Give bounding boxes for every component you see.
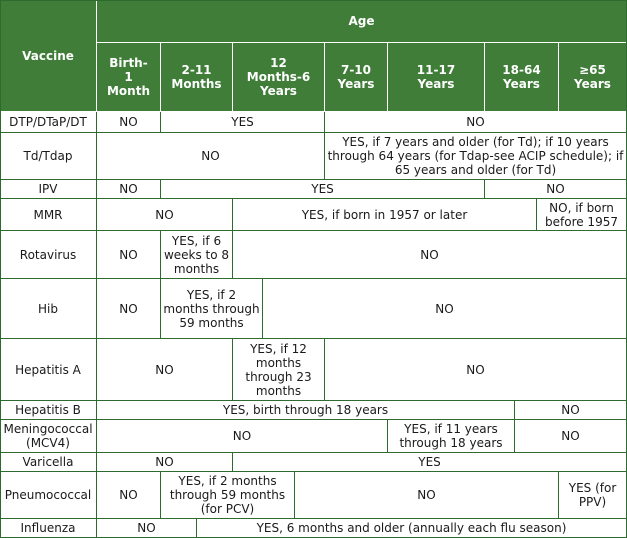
- table-cell: NO: [97, 199, 233, 231]
- table-cell: NO: [97, 180, 161, 199]
- table-cell: NO: [97, 420, 388, 453]
- table-cell: YES: [233, 453, 627, 472]
- table-cell: YES, if 2 months through 59 months: [161, 279, 263, 339]
- table-cell: NO: [97, 231, 161, 279]
- table-cell: NO: [97, 472, 161, 519]
- row-label-mmr: MMR: [0, 199, 97, 231]
- vaccine-column-header: Vaccine: [0, 0, 97, 112]
- table-cell: YES, if 2 months through 59 months (for PCV): [161, 472, 295, 519]
- row-label-hepatitis-a: Hepatitis A: [0, 339, 97, 401]
- row-label-ipv: IPV: [0, 180, 97, 199]
- table-cell: NO, if born before 1957: [537, 199, 627, 231]
- row-label-hepatitis-b: Hepatitis B: [0, 401, 97, 420]
- table-cell: YES, 6 months and older (annually each flu season): [197, 519, 627, 538]
- table-cell: YES (for PPV): [559, 472, 627, 519]
- table-cell: NO: [515, 420, 627, 453]
- age-col-11-17-years: 11-17 Years: [388, 43, 485, 112]
- table-cell: NO: [325, 112, 627, 133]
- age-col-birth-1-month: Birth- 1 Month: [97, 43, 161, 112]
- age-col-7-10-years: 7-10 Years: [325, 43, 388, 112]
- age-col-18-64-years: 18-64 Years: [485, 43, 559, 112]
- table-cell: NO: [97, 133, 325, 180]
- table-cell: NO: [233, 231, 627, 279]
- age-col-2-11-months: 2-11 Months: [161, 43, 233, 112]
- table-cell: YES, if 12 months through 23 months: [233, 339, 325, 401]
- row-label-meningococcal: Meningococcal (MCV4): [0, 420, 97, 453]
- table-cell: NO: [515, 401, 627, 420]
- table-cell: YES, if 11 years through 18 years: [388, 420, 515, 453]
- table-cell: NO: [295, 472, 559, 519]
- table-cell: YES, birth through 18 years: [97, 401, 515, 420]
- table-cell: YES, if 7 years and older (for Td); if 10 years through 64 years (for Tdap-see ACIP schedule); if 65 years and older (for Td): [325, 133, 627, 180]
- row-label-hib: Hib: [0, 279, 97, 339]
- age-group-header: Age: [97, 0, 627, 43]
- table-cell: YES, if born in 1957 or later: [233, 199, 537, 231]
- table-cell: NO: [97, 519, 197, 538]
- table-cell: NO: [97, 339, 233, 401]
- age-col-12-months-6-years: 12 Months-6 Years: [233, 43, 325, 112]
- table-cell: YES: [161, 112, 325, 133]
- table-cell: NO: [97, 279, 161, 339]
- table-cell: NO: [97, 453, 233, 472]
- table-cell: NO: [97, 112, 161, 133]
- table-cell: NO: [485, 180, 627, 199]
- table-cell: NO: [263, 279, 627, 339]
- row-label-rotavirus: Rotavirus: [0, 231, 97, 279]
- row-label-varicella: Varicella: [0, 453, 97, 472]
- table-cell: YES, if 6 weeks to 8 months: [161, 231, 233, 279]
- row-label-pneumococcal: Pneumococcal: [0, 472, 97, 519]
- row-label-influenza: Influenza: [0, 519, 97, 538]
- row-label-td-tdap: Td/Tdap: [0, 133, 97, 180]
- age-col-65-plus-years: ≥65 Years: [559, 43, 627, 112]
- table-cell: YES: [161, 180, 485, 199]
- row-label-dtp: DTP/DTaP/DT: [0, 112, 97, 133]
- table-cell: NO: [325, 339, 627, 401]
